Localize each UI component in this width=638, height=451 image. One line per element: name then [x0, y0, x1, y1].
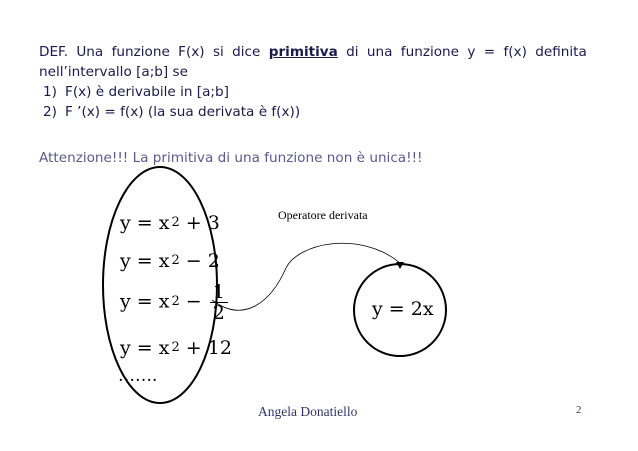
word-funzione-2: funzione: [400, 44, 460, 60]
word-si: si: [212, 44, 224, 60]
author-footer: Angela Donatiello: [258, 404, 358, 419]
warning-text: Attenzione!!! La primitiva di una funzione non è unica!!!: [39, 150, 423, 166]
fraction: [210, 282, 228, 323]
word-una: Una: [76, 44, 104, 60]
condition-text: F ’(x) = f(x) (la sua derivata è f(x)): [65, 104, 301, 120]
word-definita: definita: [535, 44, 587, 60]
word-una-2: una: [366, 44, 393, 60]
fraction-denominator: 2: [212, 302, 225, 324]
word-f-of-x: f(x): [503, 44, 527, 60]
condition-number: 1): [43, 84, 57, 100]
arrowhead-icon: [396, 262, 404, 269]
operator-label: Operatore derivata: [278, 208, 368, 222]
word-dice: dice: [232, 44, 261, 60]
equation-row: y = x $^2$ − $\frac{1}{2}$: [120, 282, 228, 323]
page-number: 2: [576, 404, 582, 416]
equation-row: y = x $^2$ + 3: [120, 212, 220, 234]
condition-text: F(x) è derivabile in [a;b]: [65, 84, 229, 100]
ellipsis: …….: [118, 366, 158, 386]
word-fx: F(x): [178, 44, 205, 60]
word-di: di: [346, 44, 359, 60]
word-y: y: [467, 44, 476, 60]
fraction-numerator: 1: [210, 282, 228, 303]
equation-row: y = x $^2$ + 12: [120, 337, 232, 359]
definition-line-2: nell’intervallo [a;b] se: [39, 64, 189, 80]
word-funzione: funzione: [111, 44, 170, 60]
word-equals: =: [483, 44, 496, 60]
word-def: DEF.: [39, 44, 69, 60]
word-primitiva: primitiva: [268, 44, 338, 60]
condition-number: 2): [43, 104, 57, 120]
equation-row: y = x $^2$ − 2: [120, 250, 220, 272]
derivative-result: y = 2x: [372, 298, 434, 320]
